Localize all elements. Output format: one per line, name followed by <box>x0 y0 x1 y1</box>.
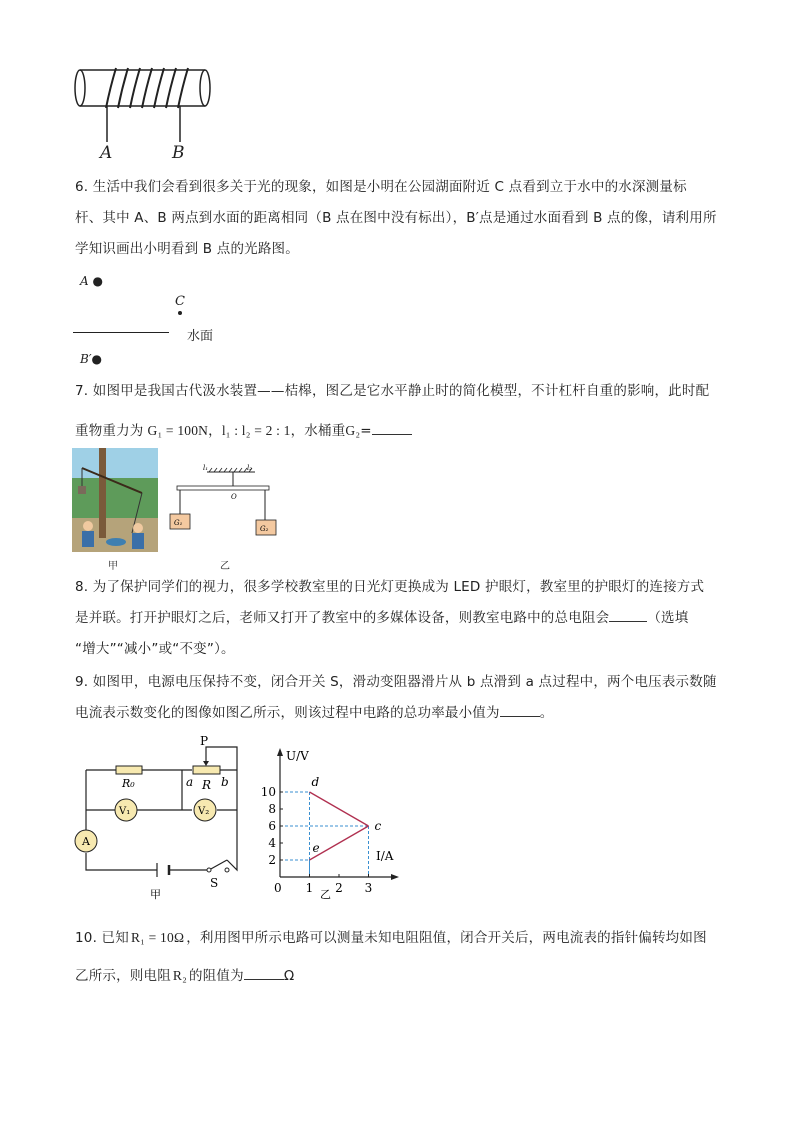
y-tick-label-6: 6 <box>268 819 276 833</box>
question-9 <box>75 667 725 729</box>
q6-line-3: 学知识画出小明看到 B 点的光路图。 <box>75 241 299 257</box>
q7-caption-yi: 乙 <box>220 561 230 572</box>
well-sweep-picture <box>72 448 158 552</box>
q6-water-label: 水面 <box>187 329 214 344</box>
q10-line-2: 乙所示，则电阻 R₂ 的阻值为 Ω <box>75 960 725 992</box>
lever-l1-label: l₁ <box>203 464 209 472</box>
q9-answer-blank[interactable] <box>500 702 540 717</box>
lever-l2-label: l₂ <box>247 464 253 472</box>
q7-line-2: 重物重力为 G₁ = 100N，l₁ : l₂ = 2 : 1，水桶重G₂= <box>75 415 725 447</box>
question-7 <box>75 376 725 447</box>
q7-answer-blank[interactable] <box>372 420 412 435</box>
q9-line-1: 9. 如图甲，电源电压保持不变，闭合开关 S，滑动变阻器滑片从 b 点滑到 a 点过程中，两个电压表示数随 <box>75 674 717 690</box>
slide-rheostat <box>193 766 220 774</box>
q6-line-1: 6. 生活中我们会看到很多关于光的现象，如图是小明在公园湖面附近 C 点看到立于水中的水深测量标 <box>75 179 687 195</box>
graph-y-axis-label: U/V <box>286 749 309 763</box>
y-tick-label-8: 8 <box>268 802 276 816</box>
q10-line-1: 10. 已知 R₁ = 10Ω ，利用图甲所示电路可以测量未知电阻阻值，闭合开关后，两电流表的指针偏转均如图 <box>75 930 707 946</box>
q8-line-1: 8. 为了保护同学们的视力，很多学校教室里的日光灯更换成为 LED 护眼灯，教室里的护眼灯的连接方式 <box>75 579 705 595</box>
lever-g2-label: G₂ <box>260 525 269 533</box>
circuit-a-label: a <box>186 775 194 789</box>
graph-caption: 乙 <box>320 888 331 900</box>
question-8 <box>75 572 725 665</box>
lever-g1-label: G₁ <box>174 519 183 527</box>
ammeter-label: A <box>82 835 90 848</box>
q8-line-3: “增大”“减小”或“不变”）。 <box>75 641 235 657</box>
q7-formula-g2: G₂ <box>345 423 361 438</box>
series-line-1 <box>310 792 369 826</box>
q10-answer-blank[interactable] <box>244 965 284 980</box>
circuit-r-label: R <box>202 778 212 792</box>
switch-label: S <box>210 876 219 890</box>
graph-origin-label: 0 <box>274 881 282 895</box>
q8-answer-blank[interactable] <box>609 607 647 622</box>
y-tick-label-10: 10 <box>260 785 276 799</box>
q7-caption-jia: 甲 <box>108 561 118 572</box>
graph-x-axis-label: I/A <box>376 849 394 863</box>
point-label-e: e <box>312 841 320 855</box>
circuit-p-label: P <box>200 735 209 748</box>
x-tick-label-1: 1 <box>305 881 314 895</box>
point-label-c: c <box>374 819 382 833</box>
point-label-d: d <box>311 775 320 789</box>
voltmeter-v2-label: V₂ <box>198 806 210 817</box>
q7-line-1: 7. 如图甲是我国古代汲水装置——桔槔，图乙是它水平静止时的简化模型，不计杠杆自重的影响，此时配 <box>75 383 710 399</box>
q6-line-2: 杆、其中 A、B 两点到水面的距离相同（B 点在图中没有标出），B′点是通过水面看到 B 点的像，请利用所 <box>75 210 717 226</box>
circuit-r0-label: R₀ <box>122 777 135 790</box>
x-tick-label-3: 3 <box>364 881 373 895</box>
q10-formula-r2: R₂ <box>172 968 188 983</box>
q6-water-line <box>73 332 169 333</box>
q6-point-c: C <box>175 294 185 309</box>
q6-point-c-dot <box>178 311 182 315</box>
q7-formula-g1: G₁ = 100N <box>147 423 209 438</box>
x-tick-label-2: 2 <box>335 881 343 895</box>
q9-circuit-diagram <box>72 735 252 905</box>
lever-o-label: O <box>231 493 237 501</box>
voltmeter-v1-label: V₁ <box>119 806 131 817</box>
q6-point-a: A ● <box>80 274 103 288</box>
y-tick-label-2: 2 <box>268 853 276 867</box>
circuit-caption: 甲 <box>150 888 161 901</box>
q8-line-2: 是并联。打开护眼灯之后，老师又打开了教室中的多媒体设备，则教室电路中的总电阻会 （选填 <box>75 603 725 634</box>
q9-ui-graph <box>258 740 408 900</box>
q9-line-2: 电流表示数变化的图像如图乙所示，则该过程中电路的总功率最小值为 。 <box>75 698 725 729</box>
y-tick-label-4: 4 <box>268 836 276 850</box>
q7-formula-ratio: l₁ : l₂ = 2 : 1 <box>221 423 291 438</box>
solenoid-label-a: A <box>100 143 113 163</box>
lever-model-diagram <box>165 462 285 542</box>
q6-point-b-prime: B′● <box>80 352 103 366</box>
question-10 <box>75 922 725 992</box>
solenoid-label-b: B <box>172 143 185 163</box>
resistor-r0 <box>116 766 142 774</box>
question-6 <box>75 172 725 265</box>
solenoid-figure <box>70 60 220 165</box>
circuit-b-label: b <box>221 775 229 789</box>
q10-formula-r1: R₁ = 10Ω <box>130 930 185 945</box>
